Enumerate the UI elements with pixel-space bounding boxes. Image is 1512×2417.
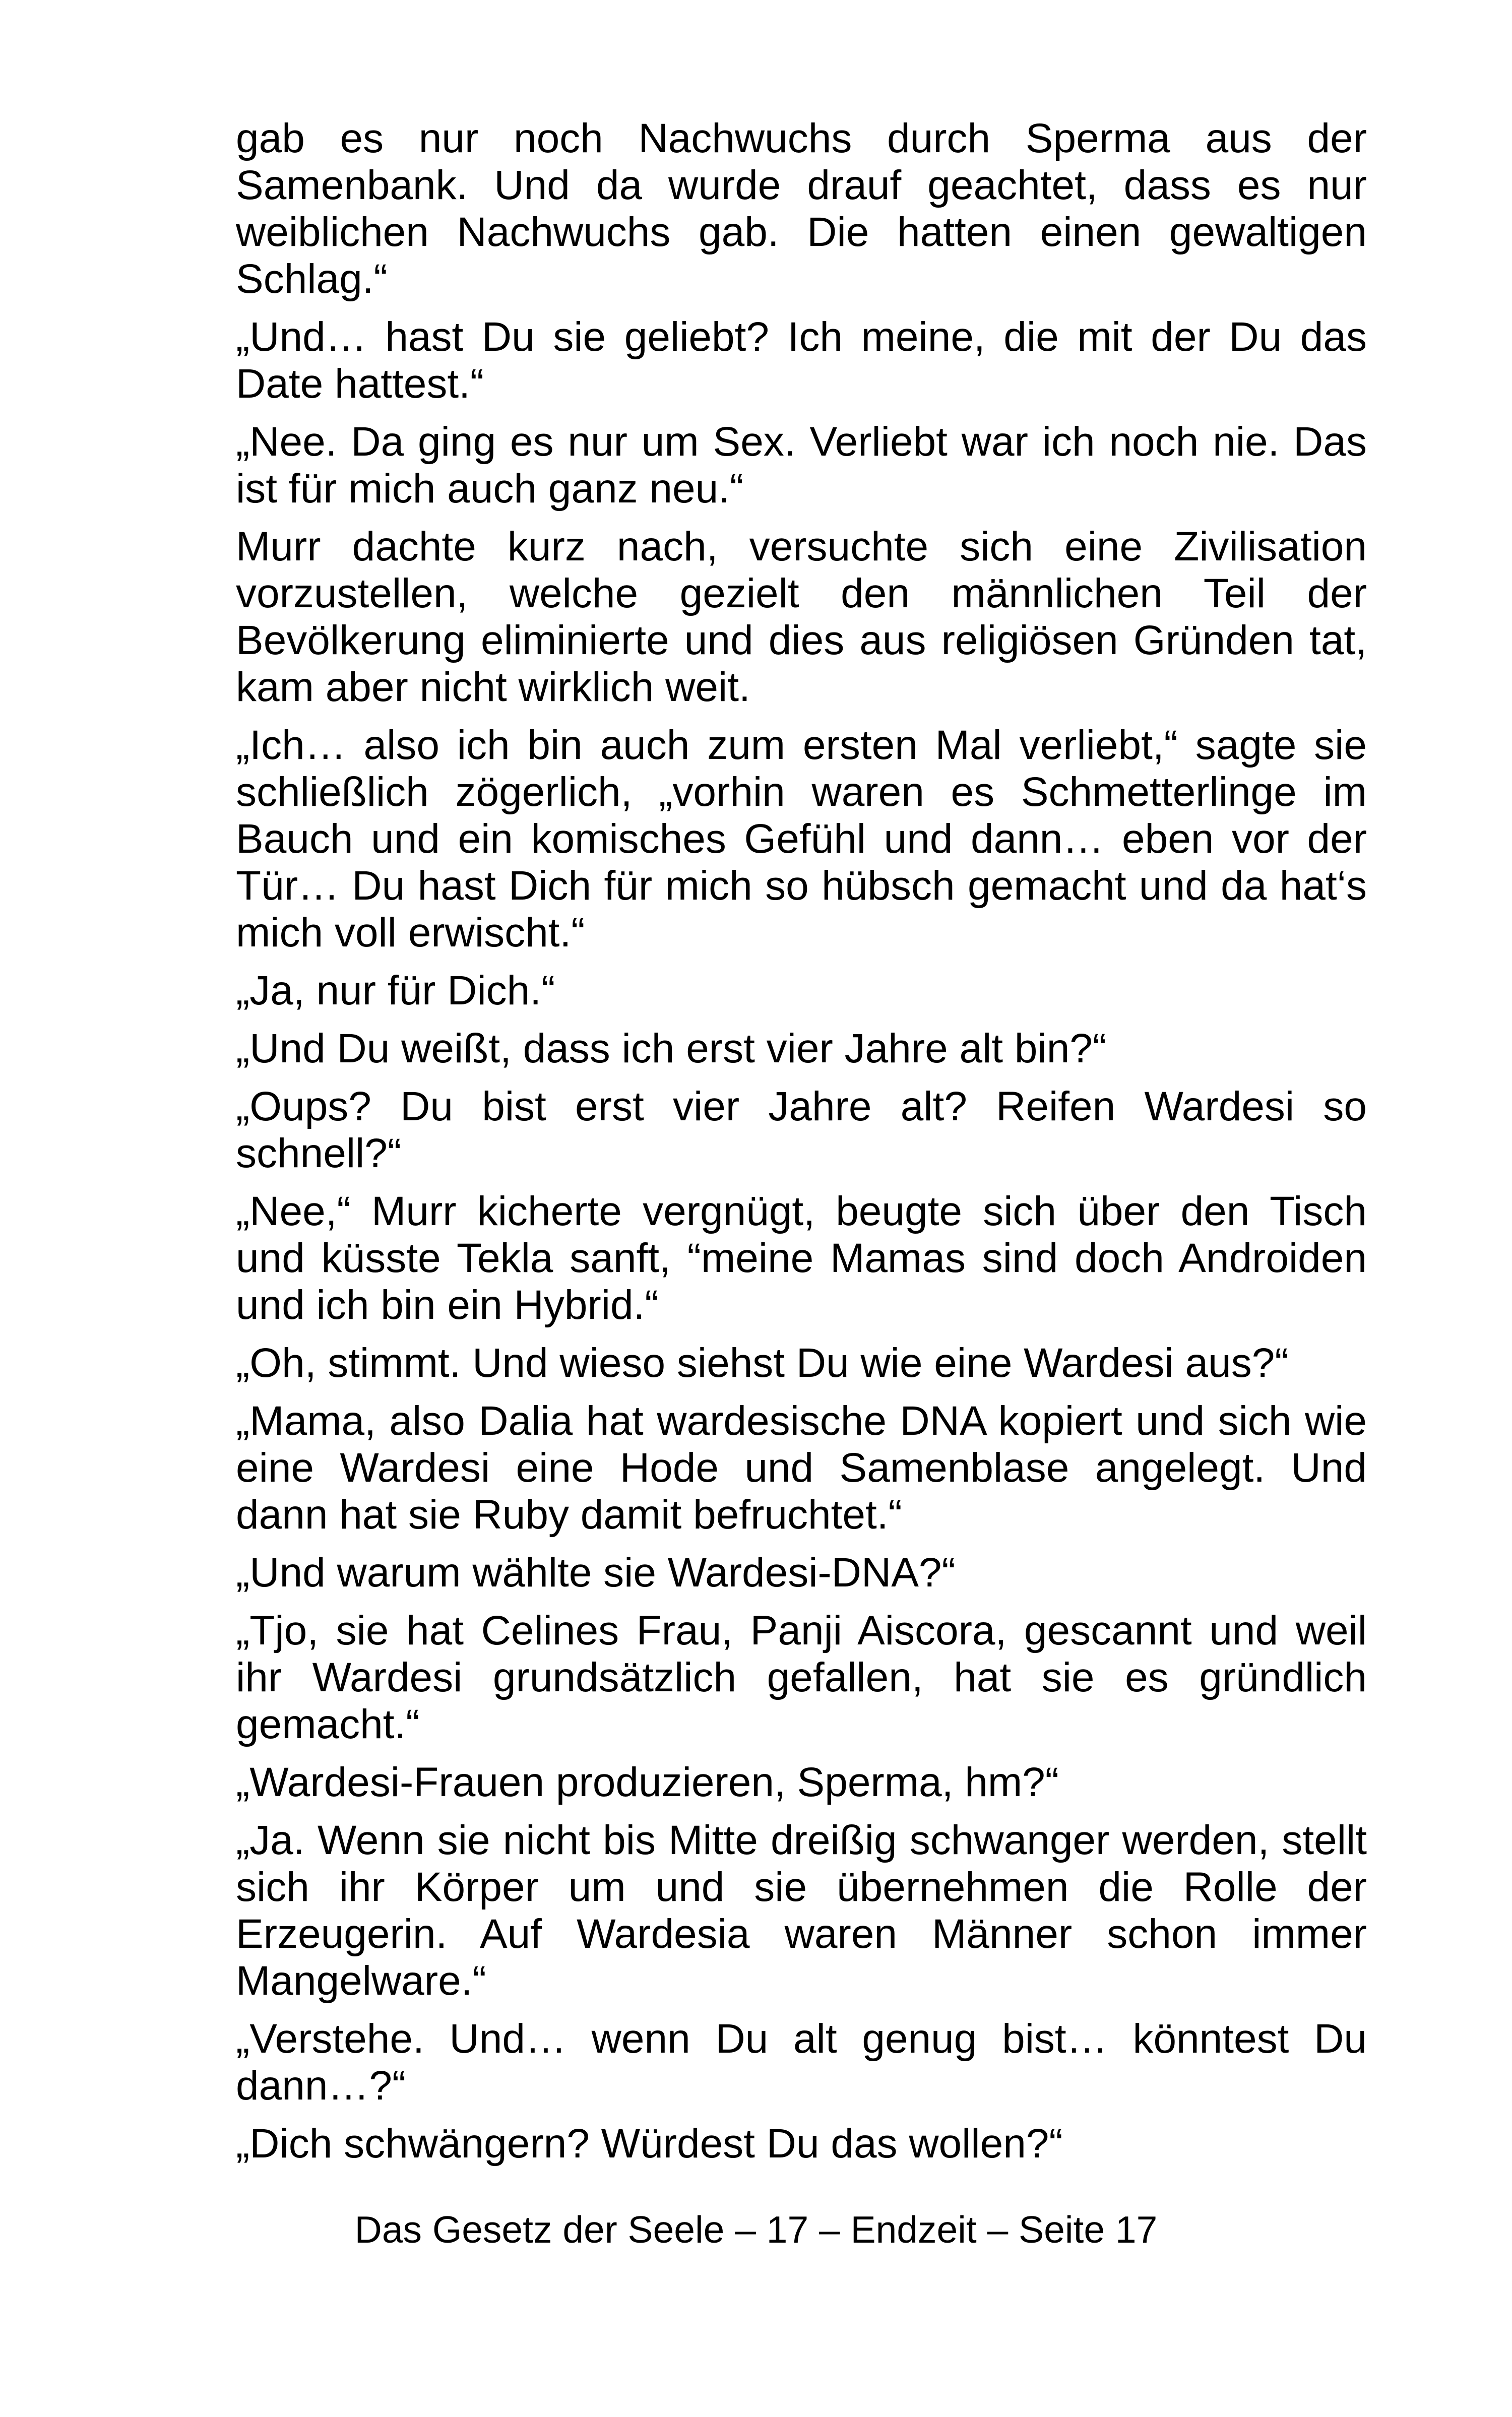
paragraph: „Tjo, sie hat Celines Frau, Panji Aiscora, gescannt und weil ihr Wardesi grundsätzlich gefallen, hat sie es gründlich gemacht.“ bbox=[236, 1608, 1367, 1747]
paragraph: „Nee. Da ging es nur um Sex. Verliebt war ich noch nie. Das ist für mich auch ganz neu.“ bbox=[236, 419, 1367, 512]
paragraph: „Oh, stimmt. Und wieso siehst Du wie eine Wardesi aus?“ bbox=[236, 1340, 1289, 1386]
paragraph: „Und warum wählte sie Wardesi-DNA?“ bbox=[236, 1550, 956, 1596]
paragraph: „Wardesi-Frauen produzieren, Sperma, hm?“ bbox=[236, 1759, 1059, 1805]
page-footer: Das Gesetz der Seele – 17 – Endzeit – Seite 17 bbox=[354, 2208, 1158, 2251]
paragraph: Murr dachte kurz nach, versuchte sich eine Zivilisation vorzustellen, welche gezielt den männlichen Teil der Bevölkerung eliminierte und dies aus religiösen Gründen tat, kam aber nicht wirklich weit. bbox=[236, 524, 1367, 710]
paragraph: „Ich… also ich bin auch zum ersten Mal verliebt,“ sagte sie schließlich zögerlich, „vorhin waren es Schmetterlinge im Bauch und ein komisches Gefühl und dann… eben vor der Tür… Du hast Dich für mich so hübsch gemacht und da hat‘s mich voll erwischt.“ bbox=[236, 722, 1367, 956]
paragraph: „Dich schwängern? Würdest Du das wollen?“ bbox=[236, 2121, 1063, 2167]
paragraph: „Verstehe. Und… wenn Du alt genug bist… könntest Du dann…?“ bbox=[236, 2016, 1367, 2109]
paragraph: „Oups? Du bist erst vier Jahre alt? Reifen Wardesi so schnell?“ bbox=[236, 1084, 1367, 1176]
paragraph: „Nee,“ Murr kicherte vergnügt, beugte sich über den Tisch und küsste Tekla sanft, “meine Mamas sind doch Androiden und ich bin ein Hybrid.“ bbox=[236, 1188, 1367, 1328]
body-text bbox=[236, 115, 1367, 2178]
paragraph: gab es nur noch Nachwuchs durch Sperma aus der Samenbank. Und da wurde drauf geachtet, dass es nur weiblichen Nachwuchs gab. Die hatten einen gewaltigen Schlag.“ bbox=[236, 115, 1367, 302]
paragraph: „Und Du weißt, dass ich erst vier Jahre alt bin?“ bbox=[236, 1026, 1107, 1071]
paragraph: „Und… hast Du sie geliebt? Ich meine, die mit der Du das Date hattest.“ bbox=[236, 314, 1367, 407]
paragraph: „Mama, also Dalia hat wardesische DNA kopiert und sich wie eine Wardesi eine Hode und Samenblase angelegt. Und dann hat sie Ruby damit befruchtet.“ bbox=[236, 1398, 1367, 1538]
paragraph: „Ja. Wenn sie nicht bis Mitte dreißig schwanger werden, stellt sich ihr Körper um und sie übernehmen die Rolle der Erzeugerin. Auf Wardesia waren Männer schon immer Mangelware.“ bbox=[236, 1817, 1367, 2004]
paragraph: „Ja, nur für Dich.“ bbox=[236, 968, 555, 1013]
